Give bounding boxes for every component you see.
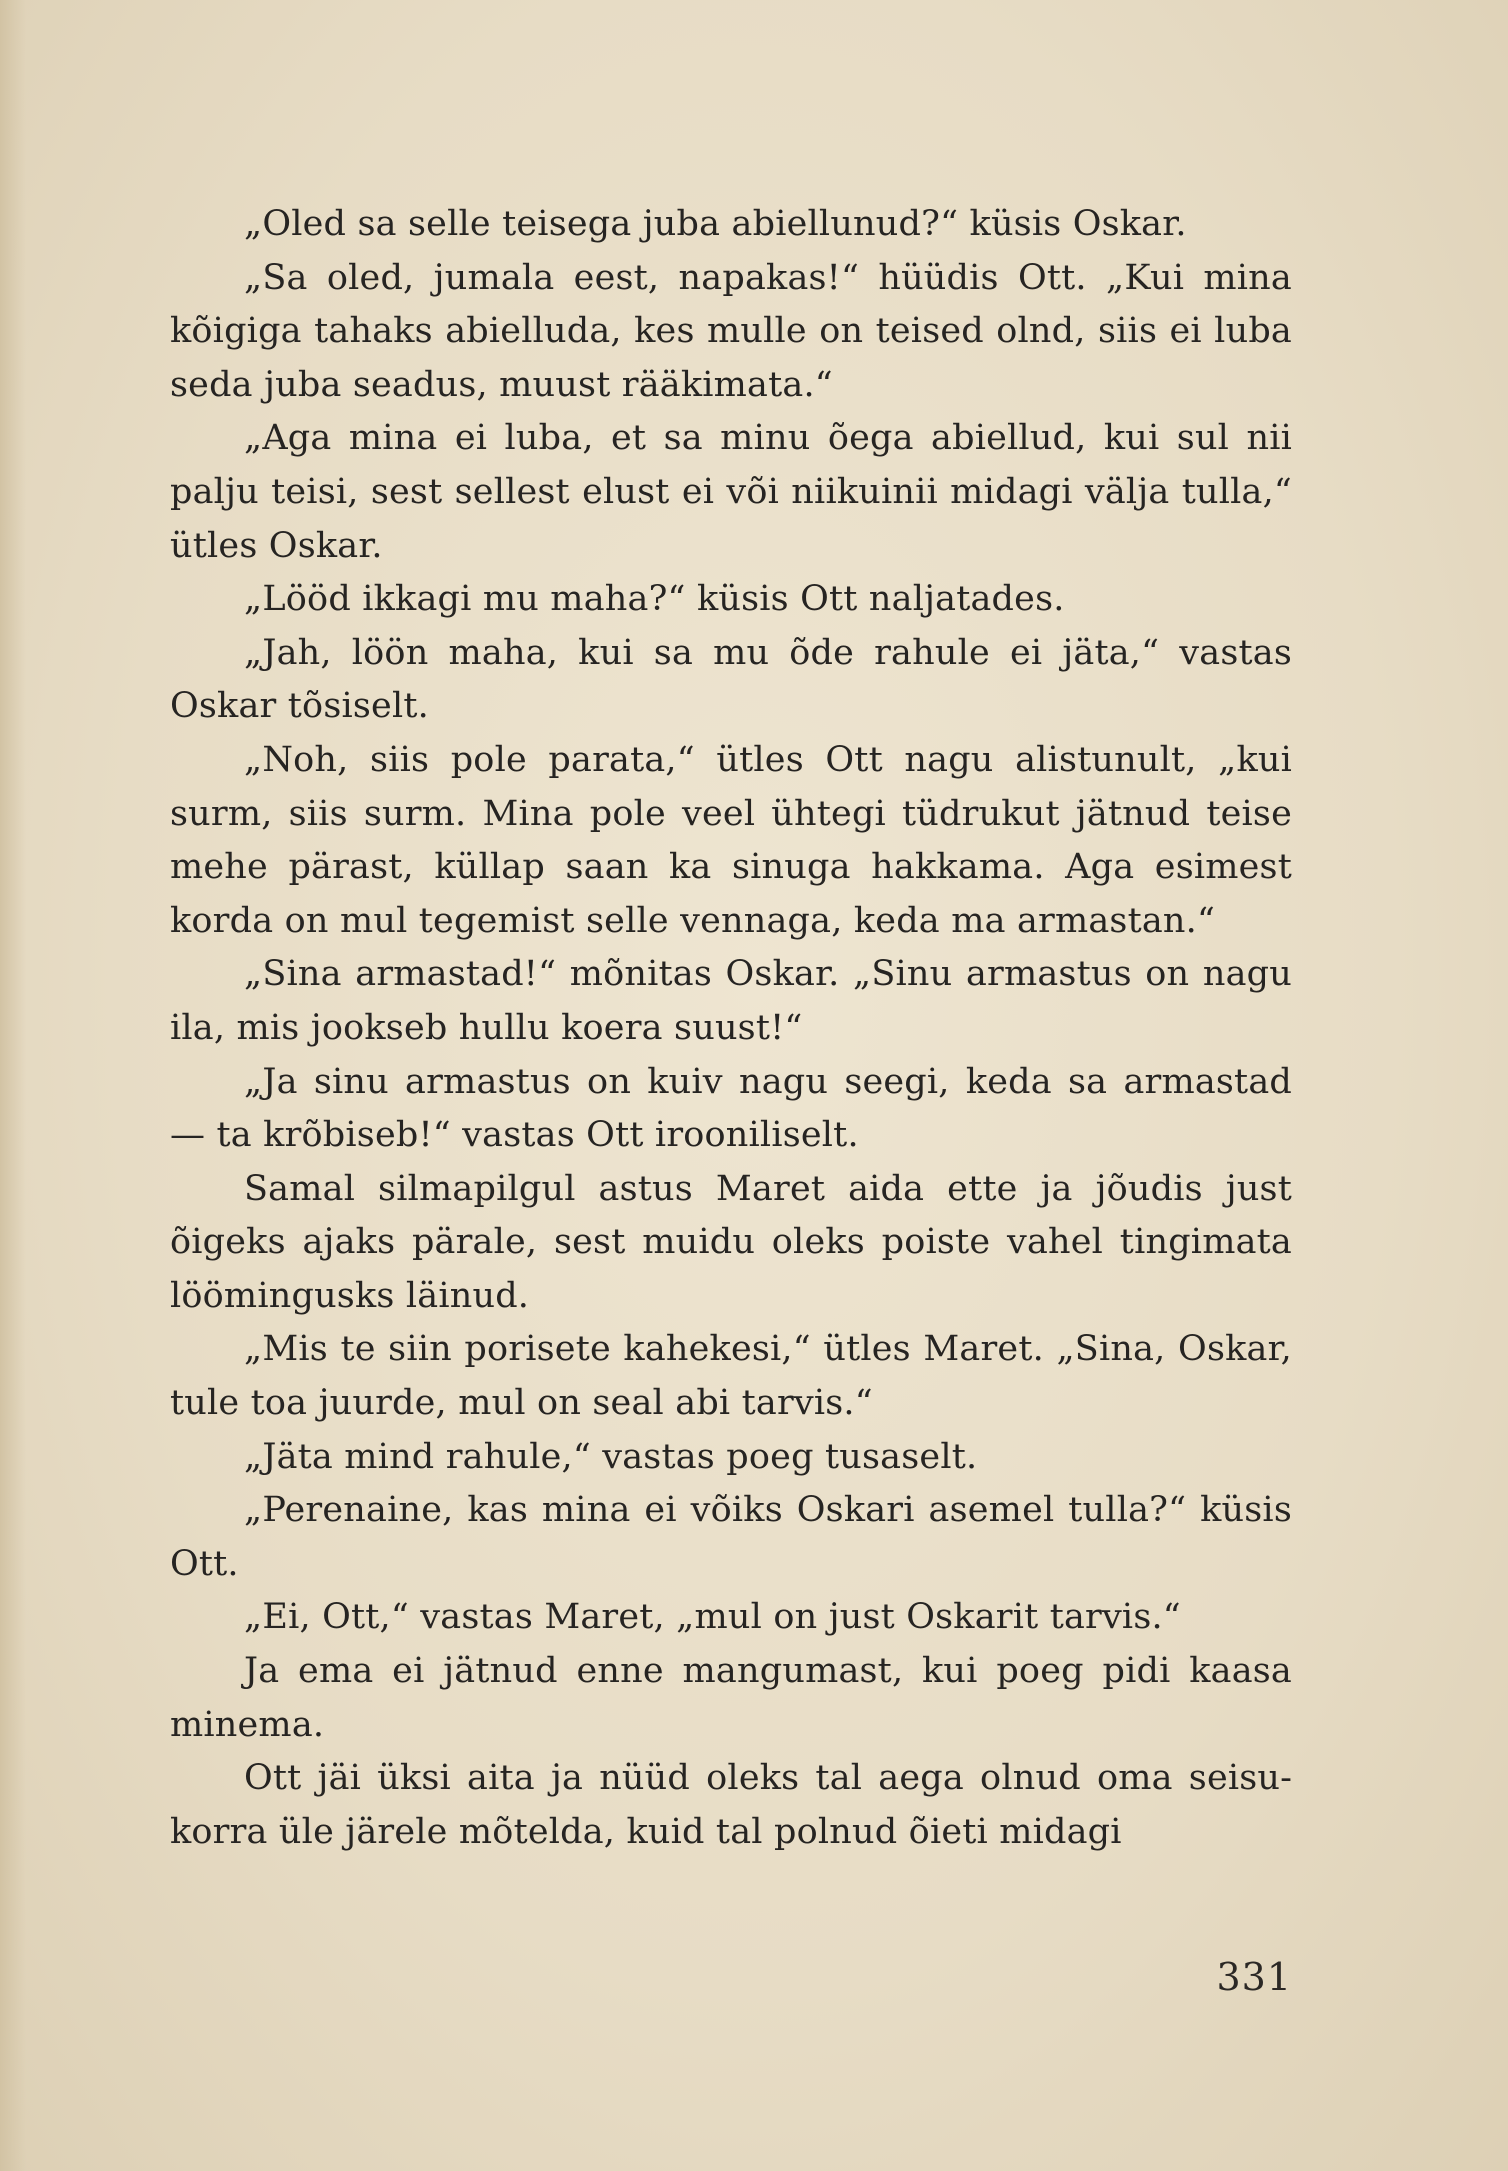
paragraph: „Noh, siis pole parata,“ ütles Ott nagu alistunult, „kui surm, siis surm. Mina pole veel ühtegi tüdrukut jätnud teise mehe pärast, küllap saan ka sinuga hakkama. Aga esimest korda on mul tegemist selle vennaga, keda ma armastan.“ (170, 739, 1292, 941)
paragraph: „Jah, löön maha, kui sa mu õde rahule ei jäta,“ vastas Oskar tõsiselt. (170, 632, 1292, 727)
paragraph: „Sina armastad!“ mõnitas Oskar. „Sinu armastus on nagu ila, mis jookseb hullu koera suust!“ (170, 954, 1292, 1048)
paragraph: „Sa oled, jumala eest, napakas!“ hüüdis Ott. „Kui mina kõigiga tahaks abielluda, kes mulle on teised olnd, siis ei luba seda juba seadus, muust rääkimata.“ (170, 257, 1292, 405)
paragraph: Samal silmapilgul astus Maret aida ette ja jõudis just õigeks ajaks pärale, sest muidu oleks poiste vahel tingimata löömingusks läinud. (170, 1168, 1292, 1316)
paragraph: „Lööd ikkagi mu maha?“ küsis Ott naljatades. (244, 579, 1065, 620)
paragraph: „Aga mina ei luba, et sa minu õega abiellud, kui sul nii palju teisi, sest sellest elust ei või niikuinii midagi välja tulla,“ ütles Oskar. (170, 418, 1292, 566)
paragraph: „Oled sa selle teisega juba abiellunud?“ küsis Oskar. (244, 204, 1187, 244)
paragraph: „Ei, Ott,“ vastas Maret, „mul on just Oskarit tarvis.“ (244, 1597, 1181, 1638)
paragraph: „Ja sinu armastus on kuiv nagu seegi, keda sa armastad — ta krõbiseb!“ vastas Ott irooniliselt. (170, 1061, 1292, 1156)
paragraph: „Jäta mind rahule,“ vastas poeg tusaselt. (244, 1436, 978, 1477)
page-number: 331 (1216, 1955, 1292, 1999)
paragraph: „Perenaine, kas mina ei võiks Oskari asemel tulla?“ küsis Ott. (170, 1490, 1292, 1584)
paragraph: „Mis te siin porisete kahekesi,“ ütles Maret. „Sina, Oskar, tule toa juurde, mul on seal abi tarvis.“ (170, 1329, 1292, 1424)
page-shadow-edge (0, 0, 26, 2171)
body-text (170, 198, 1292, 1859)
paragraph: Ott jäi üksi aita ja nüüd oleks tal aega olnud oma seisukorra üle järele mõtelda, kuid tal polnud õieti midagi (170, 1758, 1292, 1852)
paragraph: Ja ema ei jätnud enne mangumast, kui poeg pidi kaasa minema. (170, 1651, 1292, 1745)
